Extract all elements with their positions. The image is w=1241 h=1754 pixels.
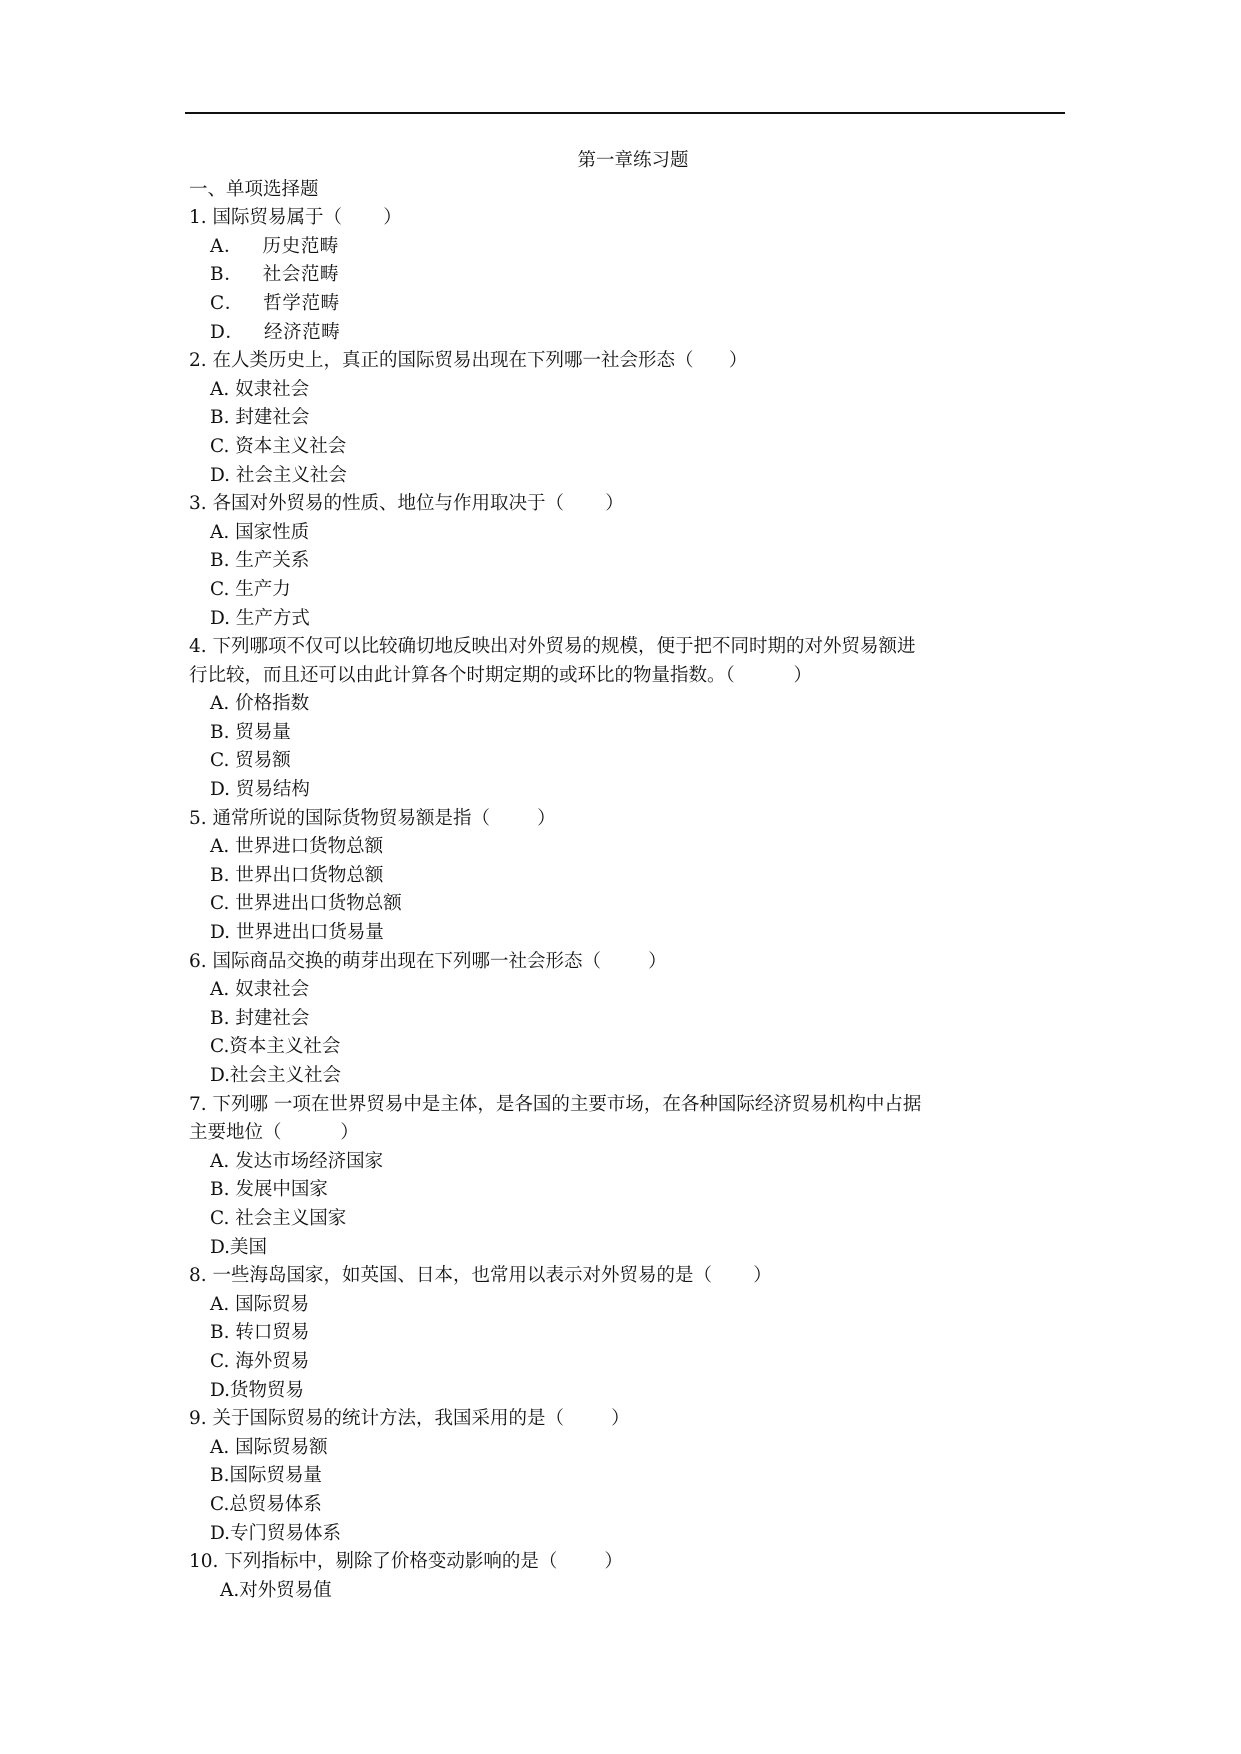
option-c: C. 生产力 xyxy=(210,578,291,600)
question-text: 通常所说的国际货物贸易额是指（ ） xyxy=(212,807,556,829)
option-b: B. 发展中国家 xyxy=(210,1179,328,1201)
question-5 xyxy=(189,805,1065,834)
question-number: 9. xyxy=(189,1408,207,1430)
exercise-content xyxy=(189,147,1065,1605)
question-8 xyxy=(189,1262,1065,1291)
question-text: 关于国际贸易的统计方法，我国采用的是（ ） xyxy=(212,1408,630,1430)
question-text-continued: 主要地位（ ） xyxy=(189,1122,359,1144)
option-b: B. 封建社会 xyxy=(210,1007,310,1029)
option-b: B． 社会范畴 xyxy=(210,264,340,286)
option-c: C.资本主义社会 xyxy=(210,1036,341,1058)
question-number: 6. xyxy=(189,950,207,972)
question-text: 国际商品交换的萌芽出现在下列哪一社会形态（ ） xyxy=(212,950,667,972)
option-c: C. 贸易额 xyxy=(210,750,291,772)
option-c: C.总贸易体系 xyxy=(210,1493,322,1515)
option-d: D. 社会主义社会 xyxy=(210,464,347,486)
option-a: A. 价格指数 xyxy=(210,693,310,715)
question-number: 1. xyxy=(189,207,207,229)
question-9 xyxy=(189,1405,1065,1434)
question-number: 2. xyxy=(189,350,207,372)
question-number: 5. xyxy=(189,807,207,829)
question-number: 3. xyxy=(189,493,207,515)
question-number: 10. xyxy=(189,1551,219,1573)
header-rule xyxy=(185,112,1065,114)
question-7 xyxy=(189,1091,1065,1120)
option-d: D.货物贸易 xyxy=(210,1379,305,1401)
option-a: A. 发达市场经济国家 xyxy=(210,1150,384,1172)
option-c: C. 海外贸易 xyxy=(210,1350,310,1372)
option-a: A. 国家性质 xyxy=(210,521,310,543)
option-a: A. 奴隶社会 xyxy=(210,979,310,1001)
question-number: 8. xyxy=(189,1265,207,1287)
option-a: A. 世界进口货物总额 xyxy=(210,836,384,858)
question-text: 下列指标中，剔除了价格变动影响的是（ ） xyxy=(224,1551,623,1573)
option-b: B.国际贸易量 xyxy=(210,1465,322,1487)
page-title: 第一章练习题 xyxy=(577,150,689,171)
option-c: C. 世界进出口货物总额 xyxy=(210,893,402,915)
option-d: D. 贸易结构 xyxy=(210,779,310,801)
option-a: A. 国际贸易 xyxy=(210,1293,310,1315)
question-2 xyxy=(189,347,1065,376)
option-a: A. 奴隶社会 xyxy=(210,378,310,400)
option-d: D.社会主义社会 xyxy=(210,1065,342,1086)
option-c: C. 社会主义国家 xyxy=(210,1207,347,1229)
question-6 xyxy=(189,948,1065,977)
option-b: B. 转口贸易 xyxy=(210,1322,310,1344)
option-b: B. 生产关系 xyxy=(210,550,310,572)
option-b: B. 世界出口货物总额 xyxy=(210,864,384,886)
question-number: 4. xyxy=(189,636,207,658)
option-a: A.对外贸易值 xyxy=(220,1579,332,1601)
option-d: D.美国 xyxy=(210,1236,268,1258)
option-a: A． 历史范畴 xyxy=(210,235,339,257)
question-10 xyxy=(189,1548,1065,1577)
question-number: 7. xyxy=(189,1093,207,1115)
question-text: 下列哪 一项在世界贸易中是主体，是各国的主要市场，在各种国际经济贸易机构中占据 xyxy=(212,1093,922,1115)
option-d: D． 经济范畴 xyxy=(210,321,341,343)
question-text-continued: 行比较，而且还可以由此计算各个时期定期的或环比的物量指数。（ ） xyxy=(189,664,813,686)
option-d: D. 生产方式 xyxy=(210,607,310,629)
option-c: C. 资本主义社会 xyxy=(210,435,347,457)
question-text: 在人类历史上，真正的国际贸易出现在下列哪一社会形态（ ） xyxy=(212,350,748,372)
question-text: 各国对外贸易的性质、地位与作用取决于（ ） xyxy=(212,493,624,515)
section-heading: 一、单项选择题 xyxy=(189,178,319,200)
question-text: 下列哪项不仅可以比较确切地反映出对外贸易的规模，便于把不同时期的对外贸易额进 xyxy=(212,636,916,658)
question-4 xyxy=(189,633,1065,662)
option-c: C． 哲学范畴 xyxy=(210,292,340,314)
option-d: D.专门贸易体系 xyxy=(210,1522,342,1544)
option-a: A. 国际贸易额 xyxy=(210,1436,328,1458)
question-text: 国际贸易属于（ ） xyxy=(212,207,402,229)
question-text: 一些海岛国家，如英国、日本，也常用以表示对外贸易的是（ ） xyxy=(212,1265,772,1287)
option-b: B. 封建社会 xyxy=(210,407,310,429)
option-b: B. 贸易量 xyxy=(210,721,291,743)
question-1 xyxy=(189,204,1065,233)
option-d: D. 世界进出口货易量 xyxy=(210,922,384,944)
question-3 xyxy=(189,490,1065,519)
